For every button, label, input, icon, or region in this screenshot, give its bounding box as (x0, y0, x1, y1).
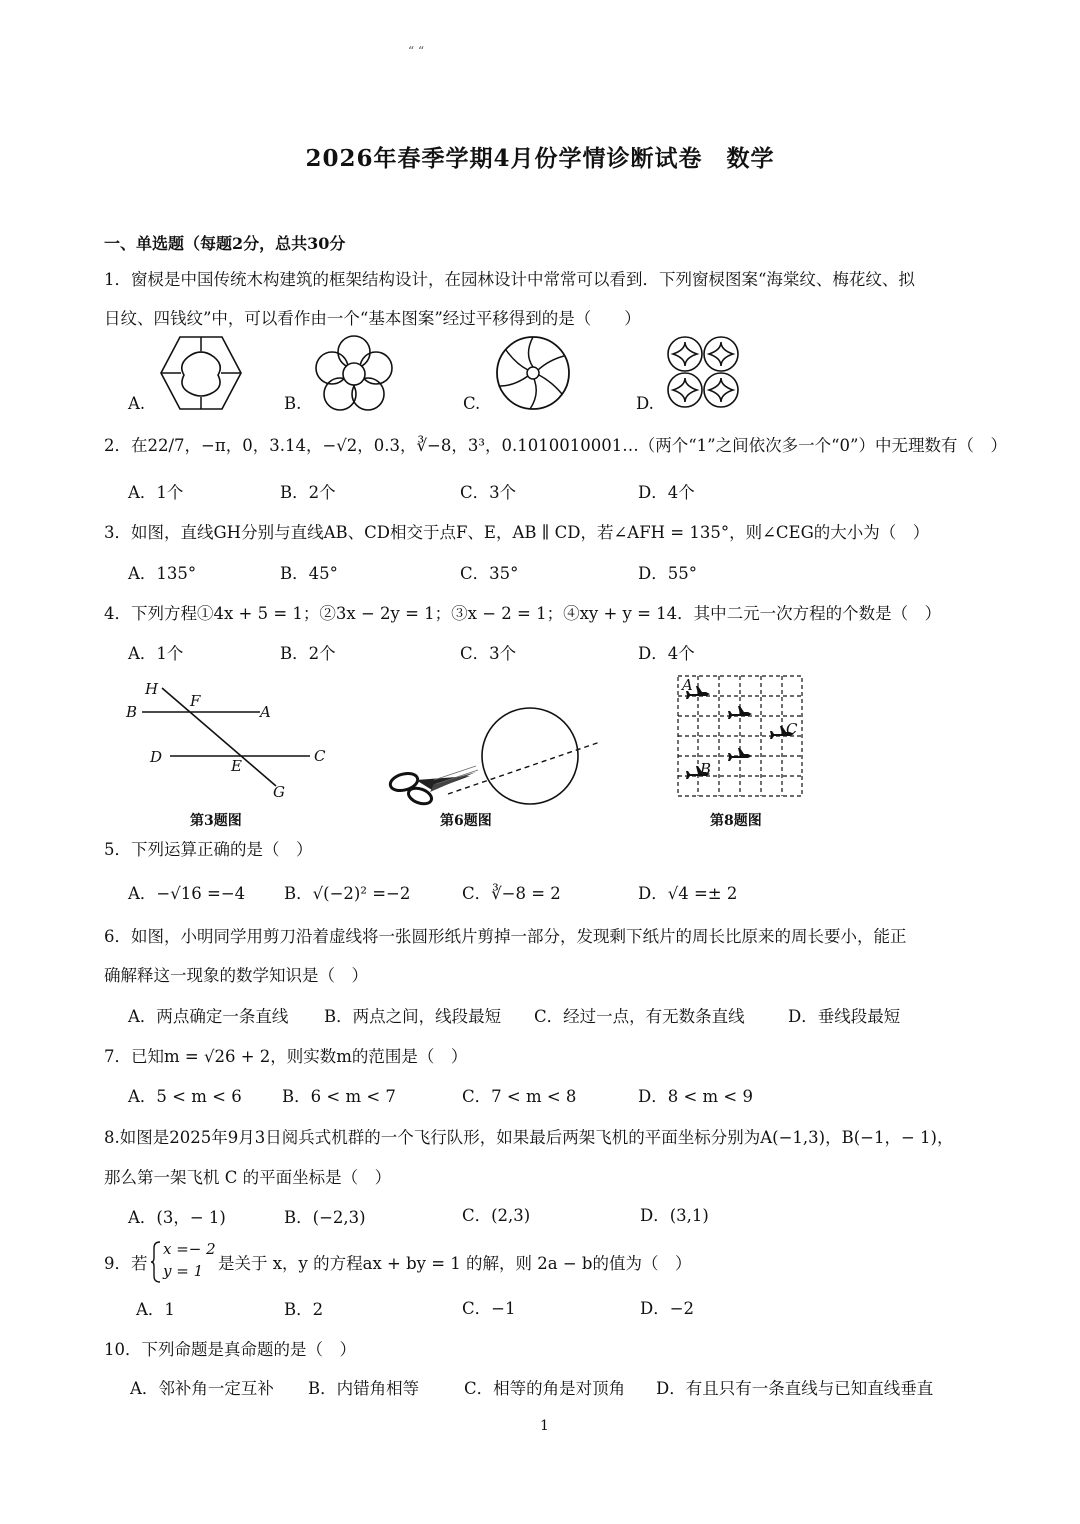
q8-option-b: B．(−2,3) (284, 1208, 366, 1227)
q4-option-a: A．1个 (128, 644, 184, 663)
q8-option-d: D．(3,1) (640, 1206, 709, 1225)
q2-stem: 2．在22/7，−π，0，3.14，−√2，0.3，∛−8，3³，0.1010010001…（两个“1”之间依次多一个“0”）中无理数有（ ） (104, 436, 1007, 455)
fig3-label-b: B (126, 703, 138, 721)
q1-option-c: C. (463, 394, 481, 413)
q2-option-c: C．3个 (460, 483, 517, 502)
q4-stem: 4．下列方程①4x + 5 = 1；②3x − 2y = 1；③x − 2 = 1；④xy + y = 14．其中二元一次方程的个数是（ ） (104, 604, 942, 623)
page-title: 2026年春季学期4月份学情诊断试卷 数学 (305, 145, 775, 172)
q10-option-b: B．内错角相等 (308, 1379, 420, 1398)
q8-line2: 那么第一架飞机 C 的平面坐标是（ ） (104, 1168, 392, 1187)
q1-line2: 日纹、四钱纹”中，可以看作由一个“基本图案”经过平移得到的是（ ） (104, 309, 641, 328)
q1-option-d: D. (636, 394, 654, 413)
q1-option-a: A. (128, 394, 146, 413)
fig3-label-f: F (190, 692, 201, 710)
page-number: 1 (540, 1418, 549, 1434)
q9-option-d: D．−2 (640, 1299, 695, 1318)
q8-option-a: A．(3，− 1) (128, 1208, 226, 1227)
q3-option-c: C．35° (460, 564, 519, 583)
q10-option-d: D．有且只有一条直线与已知直线垂直 (656, 1379, 934, 1398)
q9-suffix: 是关于 x，y 的方程ax + by = 1 的解，则 2a − b的值为（ ） (218, 1254, 692, 1273)
fig8-label-a: A (682, 676, 693, 694)
q5-option-c: C．∛−8 = 2 (462, 884, 561, 903)
q6-option-d: D．垂线段最短 (788, 1007, 901, 1026)
plum-blossom-pattern-image (314, 334, 394, 412)
plane-icon (728, 706, 752, 719)
q9-brace (150, 1240, 162, 1284)
q5-stem: 5．下列运算正确的是（ ） (104, 840, 313, 859)
section-heading: 一、单选题（每题2分，总共30分 (104, 234, 346, 253)
q2-option-a: A．1个 (128, 483, 184, 502)
fig3-label-c: C (314, 747, 326, 765)
q9-prefix: 9．若 (104, 1254, 148, 1273)
q7-option-c: C．7 < m < 8 (462, 1087, 577, 1106)
q9-system-top: x =− 2 (163, 1240, 216, 1258)
q3-option-a: A．135° (128, 564, 197, 583)
q6-option-a: A．两点确定一条直线 (128, 1007, 289, 1026)
q3-stem: 3．如图，直线GH分别与直线AB、CD相交于点F、E，AB ∥ CD，若∠AFH = 135°，则∠CEG的大小为（ ） (104, 523, 930, 542)
q8-line1: 8.如图是2025年9月3日阅兵式机群的一个飞行队形，如果最后两架飞机的平面坐标分别为A(−1,3)，B(−1，− 1)， (104, 1128, 954, 1147)
fig6-caption: 第6题图 (440, 813, 492, 829)
q10-option-c: C．相等的角是对顶角 (464, 1379, 626, 1398)
fig3-label-d: D (150, 748, 163, 766)
header-marks: “ “ (408, 44, 425, 58)
q7-option-a: A．5 < m < 6 (128, 1087, 242, 1106)
q5-option-d: D．√4 =± 2 (638, 884, 738, 903)
fig3-label-a: A (260, 703, 271, 721)
fig8-caption: 第8题图 (710, 813, 762, 829)
q1-line1: 1．窗棂是中国传统木构建筑的框架结构设计，在园林设计中常常可以看到．下列窗棂图案“海棠纹、梅花纹、拟 (104, 270, 915, 289)
plane-icon (728, 748, 752, 761)
q4-option-b: B．2个 (280, 644, 336, 663)
q5-option-b: B．√(−2)² =−2 (284, 884, 411, 903)
q6-line1: 6．如图，小明同学用剪刀沿着虚线将一张圆形纸片剪掉一部分，发现剩下纸片的周长比原来的周长要小，能正 (104, 927, 907, 946)
q5-option-a: A．−√16 =−4 (128, 884, 246, 903)
q9-option-b: B．2 (284, 1300, 324, 1319)
q1-option-b: B. (284, 394, 302, 413)
q6-line2: 确解释这一现象的数学知识是（ ） (104, 966, 368, 985)
q3-option-b: B．45° (280, 564, 338, 583)
q2-option-b: B．2个 (280, 483, 336, 502)
fig3-caption: 第3题图 (190, 813, 242, 829)
q7-option-b: B．6 < m < 7 (282, 1087, 396, 1106)
fig3-label-h: H (145, 680, 159, 698)
fig8-label-c: C (786, 720, 798, 738)
q10-option-a: A．邻补角一定互补 (130, 1379, 274, 1398)
four-coin-pattern-image (664, 336, 744, 408)
q6-option-c: C．经过一点，有无数条直线 (534, 1007, 745, 1026)
fig3-label-e: E (231, 757, 242, 775)
haitang-pattern-image (160, 335, 242, 411)
q9-system-bottom: y = 1 (163, 1262, 204, 1280)
q10-stem: 10．下列命题是真命题的是（ ） (104, 1340, 356, 1359)
q7-option-d: D．8 < m < 9 (638, 1087, 754, 1106)
fig3-label-g: G (273, 783, 285, 801)
q9-option-c: C．−1 (462, 1299, 516, 1318)
q6-option-b: B．两点之间，线段最短 (324, 1007, 502, 1026)
q9-option-a: A．1 (136, 1300, 175, 1319)
figure-6-scissors-circle (384, 700, 606, 810)
q4-option-c: C．3个 (460, 644, 517, 663)
q4-option-d: D．4个 (638, 644, 695, 663)
sun-pattern-image (494, 334, 572, 412)
fig8-label-b: B (700, 760, 712, 778)
q3-option-d: D．55° (638, 564, 697, 583)
q7-stem: 7．已知m = √26 + 2，则实数m的范围是（ ） (104, 1047, 468, 1066)
q8-option-c: C．(2,3) (462, 1206, 531, 1225)
scissors-icon (388, 766, 478, 807)
q2-option-d: D．4个 (638, 483, 695, 502)
